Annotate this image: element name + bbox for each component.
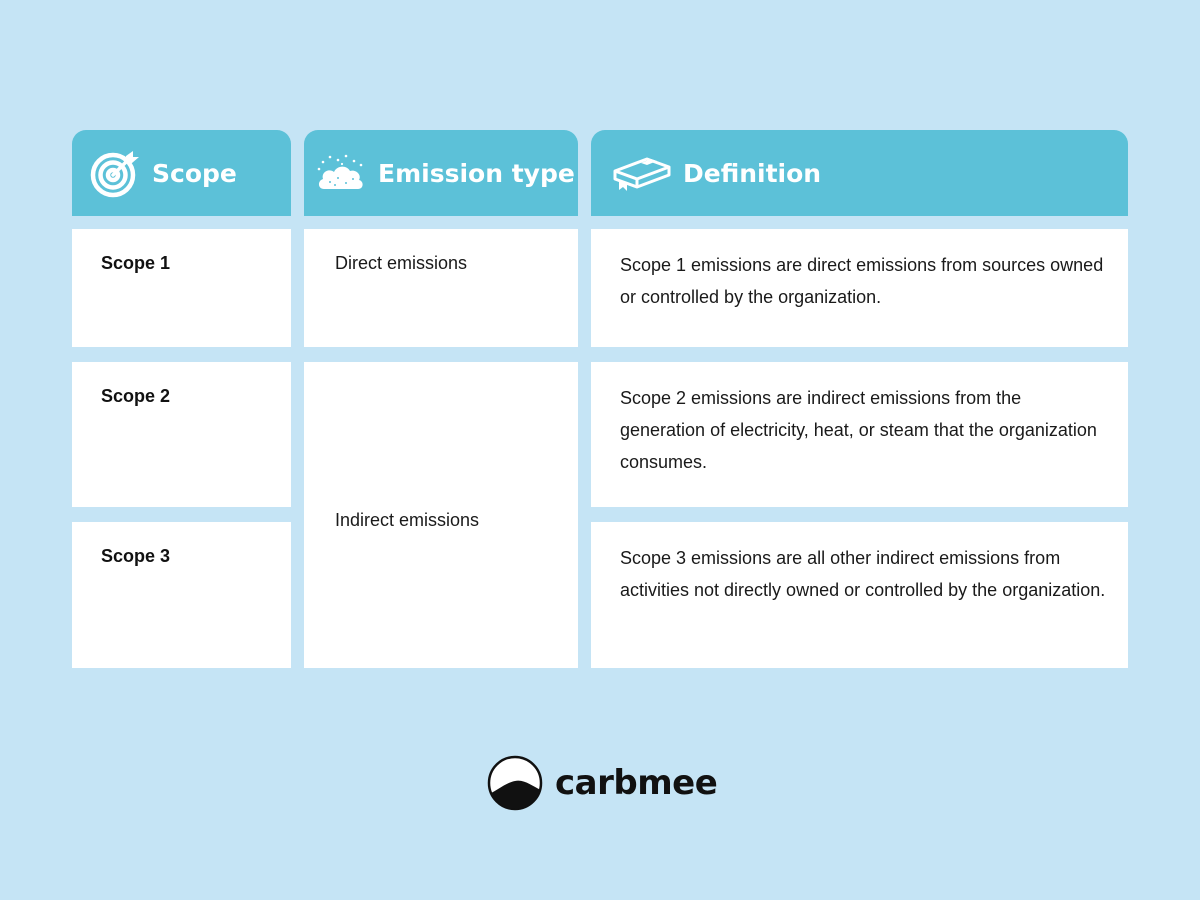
book-icon	[611, 153, 671, 193]
header-scope-label: Scope	[152, 158, 237, 188]
definition-text: Scope 2 emissions are indirect emissions from the generation of electricity, heat, or steam that the organization consumes.	[620, 388, 1097, 472]
definition-cell-2	[591, 362, 1128, 507]
emission-type-cell-direct	[304, 229, 578, 347]
header-emission-type-label: Emission type	[378, 158, 575, 188]
carbmee-logo-icon	[487, 755, 543, 811]
cloud-icon	[316, 153, 366, 193]
scope-label: Scope 1	[101, 253, 171, 273]
brand-name: carbmee	[555, 763, 718, 803]
scope-cell-3	[72, 522, 291, 668]
definition-text: Scope 3 emissions are all other indirect emissions from activities not directly owned or controlled by the organization.	[620, 548, 1106, 600]
scope-cell-2	[72, 362, 291, 507]
header-scope	[72, 130, 291, 216]
brand-logo	[487, 755, 717, 811]
definition-text: Scope 1 emissions are direct emissions from sources owned or controlled by the organization.	[620, 255, 1104, 307]
target-icon	[90, 148, 140, 198]
header-emission-type	[304, 130, 578, 216]
emission-type-label: Direct emissions	[335, 253, 468, 273]
scope-label: Scope 3	[101, 546, 171, 566]
scope-cell-1	[72, 229, 291, 347]
scope-label: Scope 2	[101, 386, 171, 406]
emission-type-cell-indirect	[304, 362, 578, 668]
definition-cell-1	[591, 229, 1128, 347]
definition-cell-3	[591, 522, 1128, 668]
emission-type-label: Indirect emissions	[335, 510, 480, 530]
header-definition	[591, 130, 1128, 216]
header-definition-label: Definition	[683, 158, 822, 188]
